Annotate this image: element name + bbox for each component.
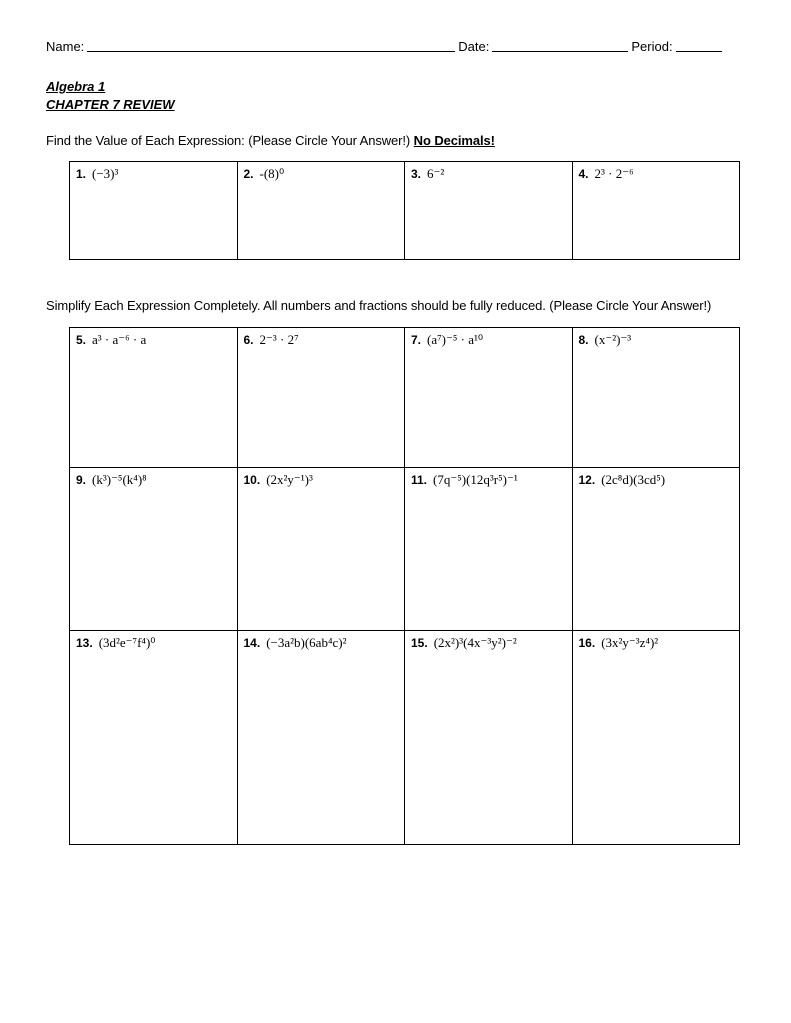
problem-number: 3. (411, 167, 422, 181)
problem-expression: (−3a²b)(6ab⁴c)² (266, 635, 347, 650)
problem-expression: a³ · a⁻⁶ · a (92, 332, 147, 347)
problem-cell[interactable] (572, 162, 740, 260)
date-blank[interactable] (492, 39, 628, 52)
problem-cell[interactable] (405, 631, 573, 845)
problem-number: 16. (578, 636, 596, 650)
problem-cell[interactable] (237, 328, 405, 468)
problem-expression: (2c⁸d)(3cd⁵) (601, 472, 666, 487)
problem-cell[interactable] (405, 468, 573, 631)
problem-expression: (3x²y⁻³z⁴)² (601, 635, 659, 650)
problem-cell[interactable] (405, 162, 573, 260)
problem-cell[interactable] (237, 162, 405, 260)
problem-cell[interactable] (237, 468, 405, 631)
chapter-title: CHAPTER 7 REVIEW (46, 97, 175, 112)
section1-problem-grid (69, 161, 740, 260)
problem-number: 1. (76, 167, 87, 181)
section2-problem-grid (69, 327, 740, 845)
problem-cell[interactable] (572, 468, 740, 631)
problem-expression: -(8)⁰ (259, 166, 285, 181)
problem-number: 4. (578, 167, 589, 181)
problem-number: 10. (243, 473, 261, 487)
problem-cell[interactable] (70, 468, 238, 631)
problem-expression: (2x²y⁻¹)³ (266, 472, 313, 487)
problem-number: 9. (76, 473, 87, 487)
problem-number: 14. (243, 636, 261, 650)
problem-expression: (3d²e⁻⁷f⁴)⁰ (98, 635, 156, 650)
problem-cell[interactable] (70, 631, 238, 845)
problem-number: 8. (578, 333, 589, 347)
course-title: Algebra 1 (46, 79, 106, 94)
problem-number: 6. (243, 333, 254, 347)
student-info-line (46, 39, 742, 54)
period-blank[interactable] (676, 39, 722, 52)
section1-instruction-text: Find the Value of Each Expression: (Please Circle Your Answer!) (46, 133, 411, 148)
name-label: Name: (46, 39, 85, 54)
name-blank[interactable] (87, 39, 455, 52)
no-decimals-note: No Decimals! (413, 133, 495, 148)
problem-expression: (2x²)³(4x⁻³y²)⁻² (433, 635, 517, 650)
problem-expression: 2⁻³ · 2⁷ (259, 332, 299, 347)
problem-expression: 2³ · 2⁻⁶ (594, 166, 634, 181)
problem-expression: (a⁷)⁻⁵ · a¹⁰ (427, 332, 484, 347)
problem-number: 11. (411, 473, 428, 487)
problem-number: 13. (76, 636, 93, 650)
problem-expression: 6⁻² (427, 166, 445, 181)
problem-cell[interactable] (70, 162, 238, 260)
problem-number: 2. (243, 167, 254, 181)
problem-cell[interactable] (572, 631, 740, 845)
section2-instruction-text: Simplify Each Expression Completely. All numbers and fractions should be fully reduced. (Please Circle Your Answer!) (46, 298, 712, 313)
problem-expression: (−3)³ (92, 166, 119, 181)
problem-cell[interactable] (237, 631, 405, 845)
section2-instructions (46, 298, 711, 313)
date-label: Date: (458, 39, 490, 54)
course-heading (46, 78, 175, 114)
problem-cell[interactable] (572, 328, 740, 468)
period-label: Period: (631, 39, 673, 54)
problem-expression: (x⁻²)⁻³ (594, 332, 632, 347)
problem-cell[interactable] (405, 328, 573, 468)
problem-cell[interactable] (70, 328, 238, 468)
problem-number: 12. (578, 473, 596, 487)
problem-number: 15. (411, 636, 428, 650)
problem-expression: (7q⁻⁵)(12q³r⁵)⁻¹ (433, 472, 518, 487)
problem-expression: (k³)⁻⁵(k⁴)⁸ (92, 472, 147, 487)
problem-number: 7. (411, 333, 422, 347)
problem-number: 5. (76, 333, 87, 347)
section1-instructions (46, 133, 495, 148)
